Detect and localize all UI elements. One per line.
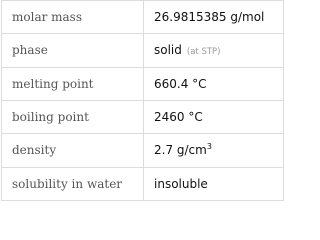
- row-label-solubility: solubility in water: [2, 167, 144, 200]
- properties-table: [1, 0, 284, 201]
- row-value-boiling-point: [144, 100, 284, 133]
- melting-point-value: 660.4 °C: [154, 76, 207, 91]
- table-row: [2, 34, 284, 67]
- table-row: [2, 100, 284, 133]
- row-label-molar-mass: molar mass: [2, 1, 144, 34]
- table-row: [2, 167, 284, 200]
- row-label-melting-point: melting point: [2, 67, 144, 100]
- row-value-molar-mass: [144, 1, 284, 34]
- solubility-value: insoluble: [154, 176, 208, 191]
- row-value-melting-point: [144, 67, 284, 100]
- phase-value: solid: [154, 43, 182, 58]
- boiling-point-value: 2460 °C: [154, 110, 203, 125]
- row-label-phase: phase: [2, 34, 144, 67]
- row-label-boiling-point: boiling point: [2, 100, 144, 133]
- phase-note: (at STP): [186, 47, 221, 58]
- table-row: [2, 67, 284, 100]
- row-value-solubility: [144, 167, 284, 200]
- density-value: 2.7 g/cm: [154, 143, 207, 158]
- molar-mass-value: 26.9815385 g/mol: [154, 10, 265, 25]
- density-superscript: 3: [206, 142, 212, 152]
- row-label-density: density: [2, 134, 144, 167]
- table-row: [2, 1, 284, 34]
- table-row: [2, 134, 284, 167]
- row-value-phase: [144, 34, 284, 67]
- row-value-density: [144, 134, 284, 167]
